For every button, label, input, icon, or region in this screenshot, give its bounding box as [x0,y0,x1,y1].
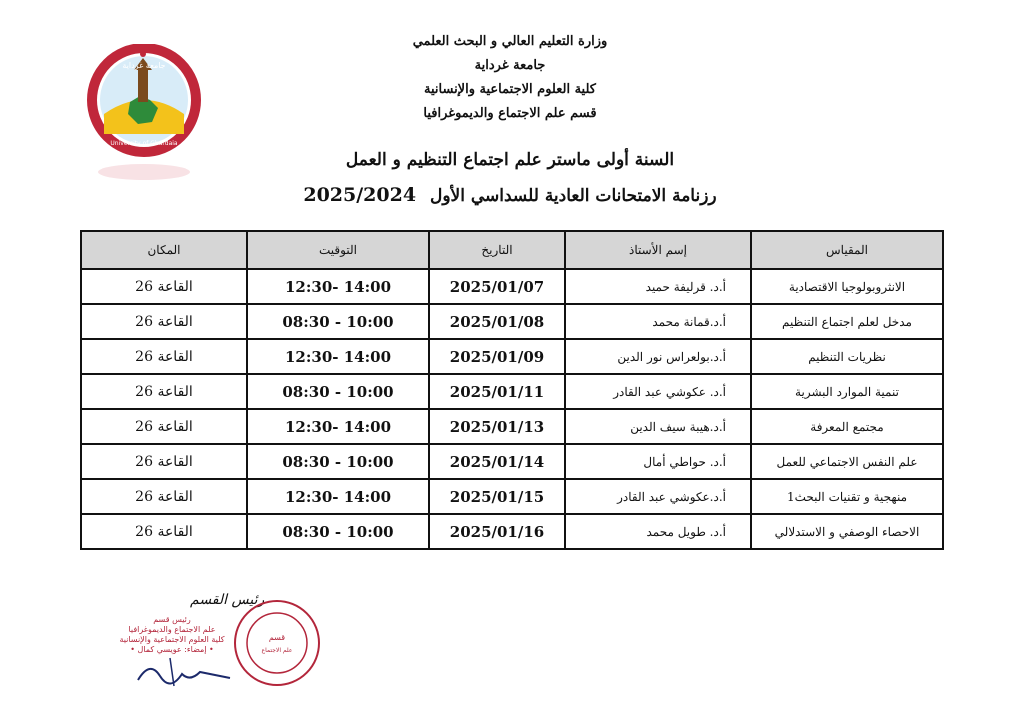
cell-date: 2025/01/13 [429,409,565,444]
stamp-line: رئيس قسم [153,615,191,624]
cell-time: 14:00 -12:30 [247,269,429,304]
table-row [81,339,943,374]
university-name: جامعة غرداية [474,58,546,73]
cell-place: القاعة 26 [81,444,247,479]
department-name: قسم علم الاجتماع والديموغرافيا [423,106,597,121]
table-row [81,444,943,479]
cell-professor: أ.د.هيبة سيف الدين [565,409,751,444]
cell-professor: أ.د. قرليفة حميد [565,269,751,304]
department-head-title: رئيس القسم [190,592,265,608]
exam-schedule-table [80,230,944,550]
table-row [81,514,943,549]
cell-time: 14:00 -12:30 [247,339,429,374]
stamp-line: علم الاجتماع والديموغرافيا [128,625,216,634]
cell-time: 10:00 - 08:30 [247,304,429,339]
cell-subject: مجتمع المعرفة [751,409,943,444]
table-row [81,304,943,339]
header-time: التوقيت [247,231,429,269]
cell-time: 10:00 - 08:30 [247,444,429,479]
cell-date: 2025/01/08 [429,304,565,339]
svg-text:علم الاجتماع: علم الاجتماع [261,647,293,654]
institution-header [300,30,720,126]
svg-text:University of Ghardaia: University of Ghardaia [110,140,178,147]
calendar-title-text: رزنامة الامتحانات العادية للسداسي الأول [429,186,717,206]
cell-subject: الاحصاء الوصفي و الاستدلالي [751,514,943,549]
table-row [81,479,943,514]
svg-text:جامعة غرداية: جامعة غرداية [122,61,166,70]
cell-subject: علم النفس الاجتماعي للعمل [751,444,943,479]
stamp-line: كلية العلوم الاجتماعية والإنسانية [119,635,225,644]
cell-place: القاعة 26 [81,269,247,304]
cell-subject: مدخل لعلم اجتماع التنظيم [751,304,943,339]
cell-professor: أ.د.قمانة محمد [565,304,751,339]
svg-text:قسم: قسم [268,633,286,642]
header-date: التاريخ [429,231,565,269]
header-place: المكان [81,231,247,269]
cell-date: 2025/01/09 [429,339,565,374]
department-head-stamp [112,615,232,655]
department-seal [232,598,322,688]
cell-date: 2025/01/15 [429,479,565,514]
cell-place: القاعة 26 [81,514,247,549]
cell-professor: أ.د. عكوشي عبد القادر [565,374,751,409]
cell-subject: منهجية و تقنيات البحث1 [751,479,943,514]
program-title: السنة أولى ماستر علم اجتماع التنظيم و العمل [345,150,675,170]
table-row [81,409,943,444]
cell-place: القاعة 26 [81,304,247,339]
cell-place: القاعة 26 [81,409,247,444]
cell-date: 2025/01/11 [429,374,565,409]
handwritten-signature [130,652,240,692]
cell-place: القاعة 26 [81,374,247,409]
cell-time: 14:00 -12:30 [247,479,429,514]
cell-professor: أ.د. حواطي أمال [565,444,751,479]
stamp-line: • إمضاء: عويسي كمال • [130,645,214,654]
cell-date: 2025/01/07 [429,269,565,304]
faculty-name: كلية العلوم الاجتماعية والإنسانية [424,82,596,97]
header-professor: إسم الأستاذ [565,231,751,269]
cell-professor: أ.د. طويل محمد [565,514,751,549]
table-row [81,374,943,409]
cell-date: 2025/01/16 [429,514,565,549]
cell-place: القاعة 26 [81,339,247,374]
table-row [81,269,943,304]
cell-subject: تنمية الموارد البشرية [751,374,943,409]
cell-time: 10:00 - 08:30 [247,514,429,549]
cell-time: 14:00 -12:30 [247,409,429,444]
ministry-name: وزارة التعليم العالي و البحث العلمي [412,34,608,49]
cell-date: 2025/01/14 [429,444,565,479]
cell-place: القاعة 26 [81,479,247,514]
cell-professor: أ.د.عكوشي عبد القادر [565,479,751,514]
university-logo [78,44,210,184]
cell-subject: الانثروبولوجيا الاقتصادية [751,269,943,304]
cell-professor: أ.د.بولعراس نور الدين [565,339,751,374]
academic-year: 2025/2024 [303,184,417,206]
cell-time: 10:00 - 08:30 [247,374,429,409]
calendar-title [230,184,790,206]
cell-subject: نظريات التنظيم [751,339,943,374]
header-subject: المقياس [751,231,943,269]
table-header-row [81,231,943,269]
